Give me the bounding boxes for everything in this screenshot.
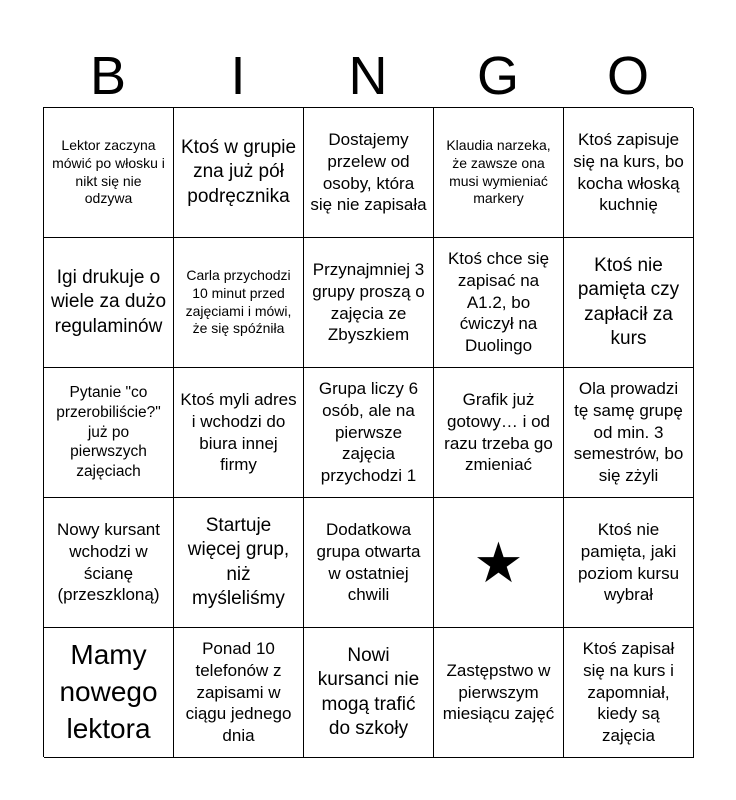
bingo-cell[interactable] [174, 108, 304, 238]
bingo-cell[interactable] [564, 238, 694, 368]
cell-text: Lektor zaczyna mówić po włosku i nikt się nie odzywa [52, 136, 165, 207]
bingo-cell[interactable] [304, 498, 434, 628]
cell-text: Grafik już gotowy… i od razu trzeba go zmieniać [444, 390, 553, 475]
cell-text: Ktoś chce się zapisać na A1.2, bo ćwiczył na Duolingo [447, 249, 550, 356]
bingo-cell[interactable] [434, 368, 564, 498]
bingo-card-grid [43, 107, 693, 757]
bingo-cell[interactable] [174, 628, 304, 758]
cell-text: Zastępstwo w pierwszym miesiącu zajęć [442, 660, 555, 724]
bingo-cell[interactable] [174, 498, 304, 628]
bingo-cell[interactable] [44, 238, 174, 368]
bingo-cell[interactable] [44, 628, 174, 758]
bingo-cell[interactable] [564, 498, 694, 628]
cell-text: Ktoś nie pamięta, jaki poziom kursu wybrał [577, 520, 680, 605]
bingo-title [43, 44, 693, 108]
cell-text: Ktoś nie pamięta czy zapłacił za kurs [577, 254, 680, 349]
cell-text: Ponad 10 telefonów z zapisami w ciągu jednego dnia [185, 639, 292, 746]
cell-text: Startuje więcej grup, niż myśleliśmy [187, 514, 290, 609]
cell-text: Mamy nowego lektora [59, 639, 158, 744]
cell-text: Dostajemy przelew od osoby, która się nie zapisała [310, 130, 427, 215]
free-space-cell[interactable] [434, 498, 564, 628]
bingo-cell[interactable] [434, 108, 564, 238]
cell-text: Grupa liczy 6 osób, ale na pierwsze zajęcia przychodzi 1 [318, 379, 419, 486]
bingo-cell[interactable] [44, 368, 174, 498]
bingo-cell[interactable] [44, 108, 174, 238]
cell-text: Igi drukuje o wiele za dużo regulaminów [50, 267, 167, 337]
bingo-cell[interactable] [304, 238, 434, 368]
cell-text: Ktoś zapisuje się na kurs, bo kocha włoską kuchnię [573, 130, 684, 215]
bingo-cell[interactable] [174, 368, 304, 498]
cell-text: Carla przychodzi 10 minut przed zajęciami i mówi, że się spóźniła [185, 266, 292, 337]
cell-text: Dodatkowa grupa otwarta w ostatniej chwili [316, 520, 421, 605]
cell-text: Ktoś w grupie zna już pół podręcznika [180, 137, 297, 207]
bingo-cell[interactable] [44, 498, 174, 628]
cell-text: Nowy kursant wchodzi w ścianę (przeszkloną) [57, 520, 160, 605]
bingo-cell[interactable] [564, 628, 694, 758]
title-letter-g: G [476, 46, 519, 106]
cell-text: Ola prowadzi tę samę grupę od min. 3 semestrów, bo się zżyli [573, 379, 684, 486]
bingo-cell[interactable] [564, 108, 694, 238]
title-letter-i: I [230, 46, 246, 106]
bingo-cell[interactable] [434, 238, 564, 368]
star-icon: ★ [473, 530, 524, 594]
bingo-cell[interactable] [564, 368, 694, 498]
cell-text: Klaudia narzeka, że zawsze ona musi wymieniać markery [446, 136, 551, 207]
cell-text: Nowi kursanci nie mogą trafić do szkoły [317, 644, 420, 739]
title-letter-o: O [606, 46, 649, 106]
bingo-cell[interactable] [304, 628, 434, 758]
bingo-cell[interactable] [174, 238, 304, 368]
bingo-cell[interactable] [304, 368, 434, 498]
cell-text: Ktoś myli adres i wchodzi do biura innej firmy [180, 390, 297, 475]
cell-text: Ktoś zapisał się na kurs i zapomniał, kiedy są zajęcia [582, 639, 675, 746]
cell-text: Pytanie "co przerobiliście?" już po pierwszych zajęciach [56, 383, 161, 481]
title-letter-n: N [348, 46, 388, 106]
cell-text: Przynajmniej 3 grupy proszą o zajęcia ze Zbyszkiem [312, 260, 425, 345]
bingo-cell[interactable] [304, 108, 434, 238]
title-letter-b: B [89, 46, 127, 106]
bingo-cell[interactable] [434, 628, 564, 758]
